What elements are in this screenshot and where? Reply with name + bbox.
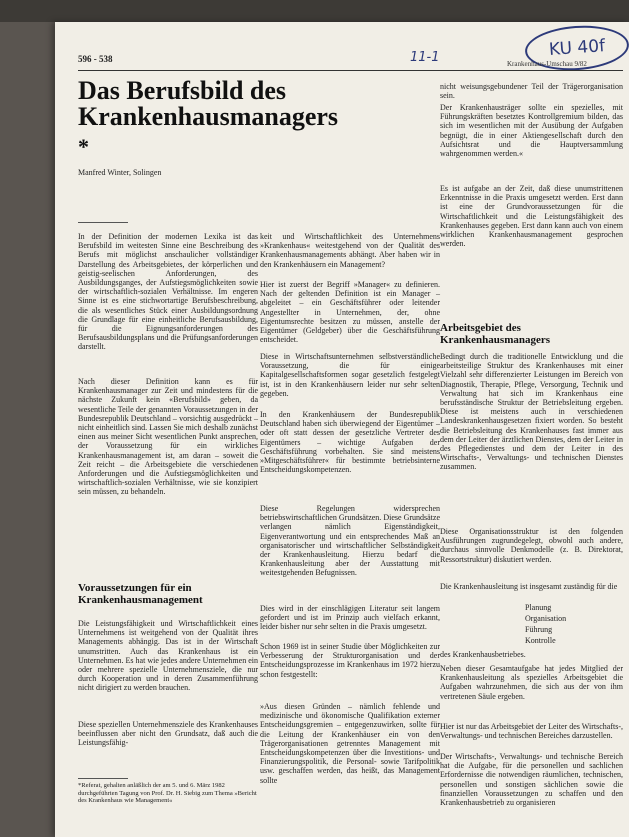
col1-paragraph-2: Nach dieser Definition kann es für Krankenhausmanager zur Zeit und mindestens für die nächste Zukunft kein «Berufsbild» geben, da wesentliche Teile der genannten Voraussetzungen in der Bundesrepublik Deutschland – vorsichtig ausgedrückt – nicht einheitlich sind. Lassen Sie mich deshalb zunächst einen aus meiner Sicht wesentlichen Punkt ansprechen, der Voraussetzung für ein wirkliches Krankenhausmanagement ist, am daran – soweit die Zeit reicht – die Arbeitsgebiete die verschiedenen Anforderungen und die Aufstiegsmöglichkeiten und wirtschaftlich-sozialen Verhältnisse, wie sie konzipiert sein müssen, zu behandeln.	[78, 377, 258, 497]
col2-paragraph-8: »Aus diesen Gründen – nämlich fehlende und medizinische und ökonomische Qualifikation externer Entscheidungsgremien – entgegenzuwirken, sollte für die Leitung der Krankenhäuser ein von den Trägerorganisationen getrenntes Management mit Entscheidungskompetenzen über die Investitions- und Finanzierungspolitik, die Personal- sowie Tarifpolitik usw. geschaffen werden, das heißt, das Management sollte	[260, 702, 440, 785]
col2-paragraph-2: Hier ist zuerst der Begriff »Manager« zu definieren. Nach der geltenden Definition ist ein Manager – abgeleitet – ein Geschäftsführer oder leitender Angestellter in Unternehmen, der, ohne Eigentumsrechte besitzen zu müssen, anstelle der Eigentümer (Geldgeber) über die Geschäftsführung entscheidet.	[260, 280, 440, 345]
title-mark: *	[78, 134, 89, 159]
col3-paragraph-9: Der Wirtschafts-, Verwaltungs- und technische Bereich hat die Aufgabe, für die personellen und sachlichen Erfordernisse die notwendigen räumlichen, technischen, personellen und sonstigen sächlichen sowie die finanziellen Voraussetzungen zu schaffen und den Krankenhausbetrieb zu organisieren	[440, 752, 623, 808]
col3-paragraph-7: Neben dieser Gesamtaufgabe hat jedes Mitglied der Krankenhausleitung als spezielles Arbeitsgebiet die Aufgaben wahrzunehmen, die sich aus der von ihm vertretenen Säule ergeben.	[440, 664, 623, 701]
col3-paragraph-5: Diese Organisationsstruktur ist den folgenden Ausführungen zugrundegelegt, obwohl auch andere, durchaus sinnvolle Denkmodelle (z. B. Direktorat, Ressortstruktur) diskutiert werden.	[440, 527, 623, 564]
list-item: Führung	[525, 625, 553, 634]
document-page	[55, 22, 629, 837]
handwritten-note: 11-1	[410, 50, 440, 65]
journal-header: Krankenhaus-Umschau 9/82	[507, 60, 587, 68]
col1-paragraph-4: Diese speziellen Unternehmensziele des Krankenhauses beeinflussen aber nicht den Grundsatz, daß auch die Leistungsfähig-	[78, 720, 258, 748]
col1-paragraph-3: Die Leistungsfähigkeit und Wirtschaftlichkeit eines Unternehmens ist weitgehend von der Qualität ihres Managements abhängig. Das ist in der Wirtschaft unumstritten. Auch das Krankenhaus ist ein Unternehmen. Es hat wie jedes andere Unternehmen ein oder mehrere spezielle Unternehmensziele, die nur durch Kooperation und in deren Zusammenführung nicht dirigiert zu werden brauchen.	[78, 619, 258, 693]
author-rule	[78, 222, 128, 223]
col2-paragraph-1: keit und Wirtschaftlichkeit des Unternehmens »Krankenhaus« weitestgehend von der Qualität des Krankenhausmanagements abhängt. Aber haben wir in den Krankenhäusern ein Management?	[260, 232, 440, 269]
col3-paragraph-4: Bedingt durch die traditionelle Entwicklung und die arbeitsteilige Struktur des Krankenhauses mit einer Vielzahl sehr differenzierter Leistungen im Bereich von Diagnostik, Therapie, Pflege, Versorgung, Technik und Verwaltung hat sich im Krankenhaus eine berufsständische Struktur der Betriebsleitung ergeben. Diese ist meistens auch in verschiedenen Landeskrankenhausgesetzen fixiert worden. So besteht die Betriebsleitung des Krankenhauses fast immer aus dem der Leiter der ärztlichen Dienstes, dem der Leiter in des Pflegedienstes und dem der Leiter in des Wirtschafts-, Verwaltungs- und technischen Dienstes zusammen.	[440, 352, 623, 472]
col3-paragraph-8: Hier ist nur das Arbeitsgebiet der Leiter des Wirtschafts-, Verwaltungs- und technischen Bereiches darzustellen.	[440, 722, 623, 741]
archive-stamp: KU 40f	[524, 22, 629, 73]
col1-paragraph-1: In der Definition der modernen Lexika ist das Berufsbild im weitesten Sinne eine Beschreibung des Berufs mit möglichst anschaulicher vollständiger Darstellung des Arbeitsgebietes, der körperlichen und geistig-seelischen Anforderungen, des Ausbildungsganges, der Aufstiegsmöglichkeiten sowie der wirtschaftlich-sozialen Verhältnisse. Im engeren Sinne ist es eine stichwortartige Berufsbeschreibung, die als wesentliches Stück einer Ausbildungsordnung die Grundlage für eine einheitliche Berufsausbildung, für die Eignungsanforderungen des Berufsausbildungsplans und die Prüfungsanforderungen darstellt.	[78, 232, 258, 352]
footnote-rule	[78, 778, 128, 779]
col3-list	[440, 602, 623, 646]
article-author: Manfred Winter, Solingen	[78, 168, 162, 177]
col2-paragraph-6: Dies wird in der einschlägigen Literatur seit langem gefordert und ist im Prinzip auch vielfach erkannt, leider bisher nur sehr selten in die Praxis umgesetzt.	[260, 604, 440, 632]
page-reference: 596 - 538	[78, 54, 113, 64]
article-title: Das Berufsbild des Krankenhausmanagers	[78, 76, 339, 131]
col2-paragraph-4: In den Krankenhäusern der Bundesrepublik Deutschland haben sich überwiegend der Eigentümer – oder oft statt dessen der gesetzliche Vertreter des Eigentümers – wichtige Aufgaben der Geschäftsführung vorbehalten. Sie sind meistens »Mitgeschäftsführer« für bestimmte betriebsinterne Entscheidungskompetenzen.	[260, 410, 440, 475]
col3-list-tail: des Krankenhausbetriebes.	[440, 650, 526, 659]
list-item: Kontrolle	[525, 636, 556, 645]
col3-paragraph-2: Der Krankenhausträger sollte ein spezielles, mit Führungskräften besetztes Kontrollgremium bilden, das sich im wesentlichen mit der Ausübung der Aufgaben begnügt, die in einer Aktiengesellschaft durch den Aufsichtsrat und die Hauptversammlung wahrgenommen werden.«	[440, 103, 623, 159]
list-item: Planung	[525, 603, 552, 612]
scan-top-border	[0, 0, 629, 22]
col2-paragraph-3: Diese in Wirtschaftsunternehmen selbstverständliche Voraussetzung, die für einige Kapitalgesellschaftsformen sogar gesetzlich festgelegt ist, ist in den Krankenhäusern leider nur sehr selten gegeben.	[260, 352, 440, 398]
col3-paragraph-1: nicht weisungsgebundener Teil der Trägerorganisation sein.	[440, 82, 623, 101]
col3-paragraph-6: Die Krankenhausleitung ist insgesamt zuständig für die	[440, 582, 618, 591]
col1-subheading: Voraussetzungen für ein Krankenhausmanagement	[78, 582, 203, 606]
footnote: *Referat, gehalten anläßlich der am 5. und 6. März 1982 durchgeführten Tagung von Prof. Dr. H. Siebig zum Thema »Bericht des Krankenhaus wie Management«	[78, 782, 257, 804]
col2-paragraph-7: Schon 1969 ist in seiner Studie über Möglichkeiten zur Verbesserung der Strukturorganisation und der Entscheidungsprozesse im Krankenhaus im 1972 hierzu schon festgestellt:	[260, 642, 440, 679]
list-item: Organisation	[525, 614, 567, 623]
col2-paragraph-5: Diese Regelungen widersprechen betriebswirtschaftlichen Grundsätzen. Diese Grundsätze verlangen nämlich Eigenständigkeit, Eigenverantwortung und ein entsprechendes Maß an organisatorischer und wirtschaftlicher Selbständigkeit der Krankenhausleitung. Hierzu bedarf die Krankenhausleitung aber der Ausstattung mit weitestgehenden Befugnissen.	[260, 504, 440, 578]
col3-subheading: Arbeitsgebiet des Krankenhausmanagers	[440, 322, 551, 346]
col3-paragraph-3: Es ist aufgabe an der Zeit, daß diese unumstrittenen Erkenntnisse in die Praxis umgesetzt werden. Erst dann ist eine der Grundvoraussetzungen für die Wirtschaftlichkeit und die Leistungsfähigkeit des Krankenhauses gegeben. Erst dann kann auch von einem wirklichen Krankenhausmanagement gesprochen werden.	[440, 184, 623, 249]
header-rule	[78, 70, 623, 71]
